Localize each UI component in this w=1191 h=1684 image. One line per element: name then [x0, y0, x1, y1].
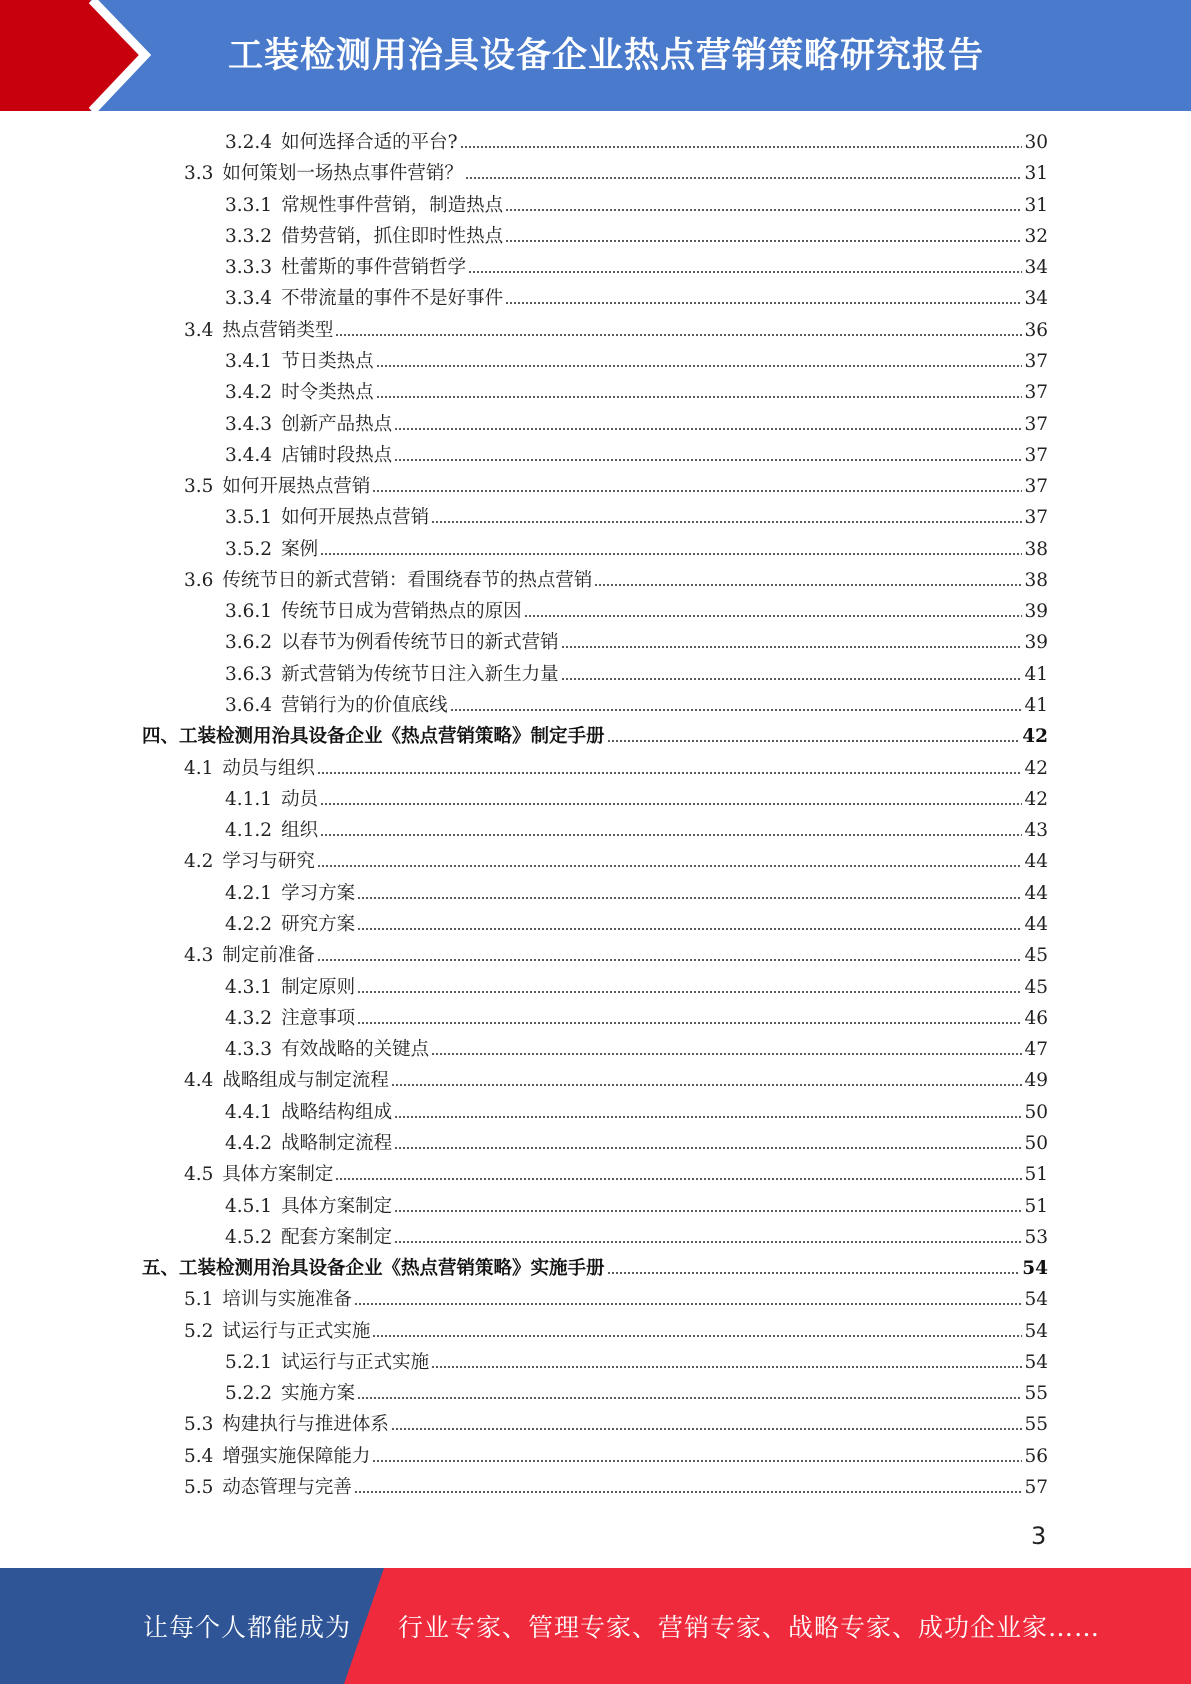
toc-entry-number: 3.3.3: [225, 257, 273, 279]
toc-dot-leader: [505, 208, 1022, 212]
toc-entry-title: 制定原则: [281, 976, 356, 998]
toc-dot-leader: [357, 990, 1022, 994]
toc-entry-page: 34: [1024, 288, 1048, 310]
toc-entry-title: 如何选择合适的平台?: [281, 132, 458, 153]
toc-entry-page: 45: [1024, 976, 1048, 998]
toc-subsection-entry[interactable]: [225, 381, 1048, 405]
toc-dot-leader: [372, 1459, 1022, 1463]
toc-subsection-entry[interactable]: [225, 882, 1048, 906]
toc-dot-leader: [431, 520, 1022, 524]
toc-entry-number: 5.5: [184, 1477, 214, 1499]
toc-entry-page: 51: [1024, 1195, 1048, 1217]
toc-entry-title: 培训与实施准备: [222, 1289, 352, 1311]
toc-entry-title: 以春节为例看传统节日的新式营销: [281, 632, 559, 654]
toc-subsection-entry[interactable]: [225, 506, 1048, 530]
toc-entry-page: 56: [1024, 1445, 1048, 1467]
toc-entry-title: 战略制定流程: [281, 1132, 393, 1154]
toc-dot-leader: [394, 1115, 1022, 1119]
toc-dot-leader: [317, 864, 1023, 868]
toc-subsection-entry[interactable]: [225, 256, 1048, 280]
toc-dot-leader: [320, 802, 1022, 806]
toc-dot-leader: [320, 552, 1022, 556]
toc-entry-title: 借势营销，抓住即时性热点: [281, 225, 504, 247]
toc-section-entry[interactable]: [184, 1445, 1048, 1469]
toc-entry-page: 38: [1024, 538, 1048, 560]
toc-entry-number: 3.3.1: [225, 194, 273, 216]
toc-section-entry[interactable]: [184, 1320, 1048, 1344]
toc-entry-page: 39: [1024, 632, 1048, 654]
toc-entry-title: 组织: [281, 820, 319, 842]
footer-roles: 行业专家、管理专家、营销专家、战略专家、成功企业家……: [398, 1613, 1101, 1642]
toc-entry-title: 学习与研究: [222, 851, 315, 873]
toc-entry-number: 4.3: [184, 945, 214, 967]
toc-dot-leader: [465, 176, 1023, 180]
toc-entry-title: 动态管理与完善: [222, 1477, 352, 1499]
toc-subsection-entry[interactable]: [225, 600, 1048, 624]
toc-entry-title: 工装检测用治具设备企业《热点营销策略》制定手册: [179, 726, 605, 748]
toc-entry-page: 36: [1024, 319, 1048, 341]
toc-dot-leader: [320, 833, 1022, 837]
toc-subsection-entry[interactable]: [225, 913, 1048, 937]
toc-entry-number: 5.3: [184, 1414, 214, 1436]
toc-section-entry[interactable]: [184, 1288, 1048, 1312]
toc-dot-leader: [317, 771, 1023, 775]
toc-subsection-entry[interactable]: [225, 1038, 1048, 1062]
toc-entry-number: 4.1: [184, 757, 214, 779]
toc-subsection-entry[interactable]: [225, 631, 1048, 655]
toc-entry-page: 39: [1024, 601, 1048, 623]
toc-subsection-entry[interactable]: [225, 976, 1048, 1000]
toc-subsection-entry[interactable]: [225, 1007, 1048, 1031]
toc-entry-number: 3.6: [184, 569, 214, 591]
toc-entry-number: 3.6.3: [225, 663, 273, 685]
toc-entry-title: 工装检测用治具设备企业《热点营销策略》实施手册: [179, 1258, 605, 1280]
toc-entry-number: 3.5.1: [225, 507, 273, 529]
page-header: [0, 0, 1191, 111]
toc-entry-title: 店铺时段热点: [281, 444, 393, 466]
toc-entry-number: 4.5.1: [225, 1195, 273, 1217]
footer-slogan: 让每个人都能成为: [143, 1613, 352, 1642]
page-footer: [0, 1568, 1191, 1684]
toc-entry-title: 常规性事件营销，制造热点: [281, 194, 504, 216]
toc-entry-number: 5.2: [184, 1320, 214, 1342]
toc-subsection-entry[interactable]: [225, 1132, 1048, 1156]
toc-entry-page: 54: [1022, 1258, 1048, 1280]
toc-entry-page: 47: [1024, 1039, 1048, 1061]
toc-section-entry[interactable]: [184, 1413, 1048, 1437]
toc-dot-leader: [354, 1490, 1023, 1494]
toc-entry-title: 具体方案制定: [281, 1195, 393, 1217]
toc-entry-page: 53: [1024, 1226, 1048, 1248]
toc-entry-title: 实施方案: [281, 1383, 356, 1405]
toc-subsection-entry[interactable]: [225, 694, 1048, 718]
toc-entry-number: 3.6.4: [225, 695, 273, 717]
toc-entry-title: 传统节日成为营销热点的原因: [281, 601, 522, 623]
toc-dot-leader: [394, 1146, 1022, 1150]
toc-entry-number: 3.3.2: [225, 225, 273, 247]
toc-entry-number: 3.5.2: [225, 538, 273, 560]
toc-entry-title: 如何策划一场热点事件营销？: [222, 163, 463, 185]
toc-subsection-entry[interactable]: [225, 788, 1048, 812]
toc-entry-number: 4.3.2: [225, 1007, 273, 1029]
toc-dot-leader: [561, 645, 1023, 649]
toc-dot-leader: [335, 333, 1022, 337]
toc-entry-number: 4.4.1: [225, 1101, 273, 1123]
toc-entry-page: 50: [1024, 1101, 1048, 1123]
toc-subsection-entry[interactable]: [225, 225, 1048, 249]
toc-entry-page: 34: [1024, 257, 1048, 279]
toc-dot-leader: [505, 239, 1022, 243]
toc-entry-number: 3.5: [184, 476, 214, 498]
toc-entry-title: 配套方案制定: [281, 1226, 393, 1248]
toc-dot-leader: [524, 614, 1023, 618]
toc-section-entry[interactable]: [184, 1069, 1048, 1093]
toc-dot-leader: [376, 395, 1023, 399]
toc-entry-title: 新式营销为传统节日注入新生力量: [281, 663, 559, 685]
toc-entry-page: 42: [1022, 726, 1048, 748]
toc-entry-page: 43: [1024, 820, 1048, 842]
toc-subsection-entry[interactable]: [225, 819, 1048, 843]
toc-dot-leader: [357, 1396, 1022, 1400]
toc-dot-leader: [460, 145, 1023, 149]
toc-dot-leader: [394, 427, 1022, 431]
toc-entry-number: 5.2.2: [225, 1383, 273, 1405]
toc-dot-leader: [376, 364, 1023, 368]
toc-entry-title: 增强实施保障能力: [222, 1445, 371, 1467]
toc-entry-number: 3.4.4: [225, 444, 273, 466]
toc-dot-leader: [607, 1271, 1021, 1275]
toc-dot-leader: [372, 1334, 1022, 1338]
toc-entry-number: 3.2.4: [225, 132, 273, 153]
toc-entry-page: 42: [1024, 788, 1048, 810]
toc-section-entry[interactable]: [184, 569, 1048, 593]
toc-entry-number: 4.1.1: [225, 788, 273, 810]
toc-dot-leader: [357, 1021, 1022, 1025]
page-number: 3: [1031, 1522, 1047, 1550]
toc-entry-number: 五、: [142, 1258, 180, 1280]
toc-dot-leader: [394, 1209, 1022, 1213]
toc-entry-page: 55: [1024, 1414, 1048, 1436]
toc-chapter-entry[interactable]: [142, 1257, 1048, 1281]
toc-entry-title: 制定前准备: [222, 945, 315, 967]
toc-dot-leader: [335, 1177, 1022, 1181]
toc-entry-title: 战略组成与制定流程: [222, 1070, 389, 1092]
toc-subsection-entry[interactable]: [225, 1382, 1048, 1406]
toc-entry-number: 3.4.1: [225, 350, 273, 372]
toc-subsection-entry[interactable]: [225, 1351, 1048, 1375]
toc-dot-leader: [391, 1427, 1023, 1431]
toc-entry-title: 构建执行与推进体系: [222, 1414, 389, 1436]
header-arrow-decoration: [0, 0, 160, 111]
toc-entry-number: 4.2: [184, 851, 214, 873]
toc-entry-page: 54: [1024, 1351, 1048, 1373]
toc-entry-number: 3.3: [184, 163, 214, 185]
toc-entry-number: 5.2.1: [225, 1351, 273, 1373]
toc-entry-page: 54: [1024, 1320, 1048, 1342]
toc-entry-title: 试运行与正式实施: [281, 1351, 430, 1373]
toc-subsection-entry[interactable]: [225, 1101, 1048, 1125]
report-title: 工装检测用治具设备企业热点营销策略研究报告: [228, 36, 985, 76]
toc-entry-page: 32: [1024, 225, 1048, 247]
toc-entry-title: 节日类热点: [281, 350, 374, 372]
toc-entry-page: 37: [1024, 382, 1048, 404]
toc-entry-page: 57: [1024, 1477, 1048, 1499]
toc-entry-page: 41: [1024, 663, 1048, 685]
toc-entry-title: 学习方案: [281, 882, 356, 904]
toc-entry-title: 不带流量的事件不是好事件: [281, 288, 504, 310]
toc-entry-title: 具体方案制定: [222, 1164, 334, 1186]
toc-dot-leader: [468, 270, 1022, 274]
toc-subsection-entry[interactable]: [225, 350, 1048, 374]
toc-entry-title: 有效战略的关键点: [281, 1039, 430, 1061]
toc-dot-leader: [450, 708, 1023, 712]
toc-entry-title: 案例: [281, 538, 319, 560]
toc-entry-number: 3.6.1: [225, 601, 273, 623]
toc-entry-title: 动员: [281, 788, 319, 810]
toc-entry-title: 研究方案: [281, 914, 356, 935]
toc-entry-title: 时令类热点: [281, 382, 374, 404]
toc-entry-title: 杜蕾斯的事件营销哲学: [281, 257, 467, 279]
toc-entry-number: 3.3.4: [225, 288, 273, 310]
toc-entry-page: 50: [1024, 1132, 1048, 1154]
toc-subsection-entry[interactable]: [225, 413, 1048, 437]
toc-dot-leader: [505, 301, 1022, 305]
toc-entry-title: 如何开展热点营销: [281, 507, 430, 529]
toc-entry-page: 44: [1024, 882, 1048, 904]
toc-entry-page: 31: [1024, 163, 1048, 185]
toc-dot-leader: [594, 583, 1022, 587]
toc-entry-number: 3.4.3: [225, 413, 273, 435]
toc-entry-title: 战略结构组成: [281, 1101, 393, 1123]
toc-entry-page: 44: [1024, 851, 1048, 873]
toc-entry-page: 37: [1024, 444, 1048, 466]
toc-subsection-entry[interactable]: [225, 1226, 1048, 1250]
toc-entry-number: 4.5.2: [225, 1226, 273, 1248]
toc-subsection-entry[interactable]: [225, 194, 1048, 218]
toc-entry-title: 热点营销类型: [222, 319, 334, 341]
toc-entry-number: 4.2.1: [225, 882, 273, 904]
toc-entry-number: 四、: [142, 726, 180, 748]
toc-entry-page: 55: [1024, 1383, 1048, 1405]
toc-subsection-entry[interactable]: [225, 444, 1048, 468]
toc-entry-page: 30: [1024, 132, 1048, 153]
toc-section-entry[interactable]: [184, 475, 1048, 499]
toc-entry-number: 4.4.2: [225, 1132, 273, 1154]
toc-dot-leader: [317, 958, 1023, 962]
toc-entry-number: 4.4: [184, 1070, 214, 1092]
toc-entry-number: 3.6.2: [225, 632, 273, 654]
toc-dot-leader: [561, 677, 1023, 681]
toc-entry-number: 4.5: [184, 1164, 214, 1186]
toc-entry-title: 试运行与正式实施: [222, 1320, 371, 1342]
toc-entry-number: 3.4: [184, 319, 214, 341]
toc-entry-page: 49: [1024, 1070, 1048, 1092]
toc-entry-page: 45: [1024, 945, 1048, 967]
toc-dot-leader: [357, 896, 1022, 900]
toc-section-entry[interactable]: [184, 1476, 1048, 1500]
toc-entry-page: 37: [1024, 413, 1048, 435]
toc-entry-title: 注意事项: [281, 1007, 356, 1029]
toc-entry-page: 51: [1024, 1164, 1048, 1186]
toc-entry-title: 如何开展热点营销: [222, 476, 371, 498]
toc-entry-page: 38: [1024, 569, 1048, 591]
toc-section-entry[interactable]: [184, 319, 1048, 343]
toc-entry-page: 37: [1024, 507, 1048, 529]
toc-subsection-entry[interactable]: [225, 663, 1048, 687]
toc-dot-leader: [394, 458, 1022, 462]
toc-section-entry[interactable]: [184, 850, 1048, 874]
toc-entry-number: 4.3.3: [225, 1039, 273, 1061]
toc-entry-number: 4.2.2: [225, 914, 273, 935]
toc-entry-title: 动员与组织: [222, 757, 315, 779]
toc-dot-leader: [372, 489, 1022, 493]
toc-entry-title: 创新产品热点: [281, 413, 393, 435]
toc-dot-leader: [607, 739, 1021, 743]
toc-dot-leader: [394, 1240, 1022, 1244]
toc-section-entry[interactable]: [184, 162, 1048, 186]
toc-subsection-entry[interactable]: [225, 1195, 1048, 1219]
toc-entry-number: 4.1.2: [225, 820, 273, 842]
toc-entry-number: 3.4.2: [225, 382, 273, 404]
toc-entry-page: 41: [1024, 695, 1048, 717]
toc-entry-title: 传统节日的新式营销：看围绕春节的热点营销: [222, 569, 593, 591]
toc-entry-number: 5.1: [184, 1289, 214, 1311]
toc-subsection-entry[interactable]: [225, 538, 1048, 562]
toc-entry-page: 54: [1024, 1289, 1048, 1311]
toc-dot-leader: [431, 1365, 1022, 1369]
toc-entry-title: 营销行为的价值底线: [281, 695, 448, 717]
toc-entry-page: 46: [1024, 1007, 1048, 1029]
toc-entry-page: 37: [1024, 476, 1048, 498]
toc-entry-page: 44: [1024, 914, 1048, 935]
toc-dot-leader: [357, 927, 1022, 931]
toc-subsection-entry[interactable]: [225, 287, 1048, 311]
toc-section-entry[interactable]: [184, 944, 1048, 968]
toc-entry-page: 31: [1024, 194, 1048, 216]
toc-dot-leader: [391, 1083, 1023, 1087]
toc-chapter-entry[interactable]: [142, 725, 1048, 749]
toc-section-entry[interactable]: [184, 1163, 1048, 1187]
toc-entry-page: 37: [1024, 350, 1048, 372]
toc-subsection-entry[interactable]: [225, 131, 1048, 155]
toc-dot-leader: [431, 1052, 1022, 1056]
toc-dot-leader: [354, 1302, 1023, 1306]
toc-entry-page: 42: [1024, 757, 1048, 779]
toc-entry-number: 4.3.1: [225, 976, 273, 998]
toc-section-entry[interactable]: [184, 757, 1048, 781]
toc-entry-number: 5.4: [184, 1445, 214, 1467]
